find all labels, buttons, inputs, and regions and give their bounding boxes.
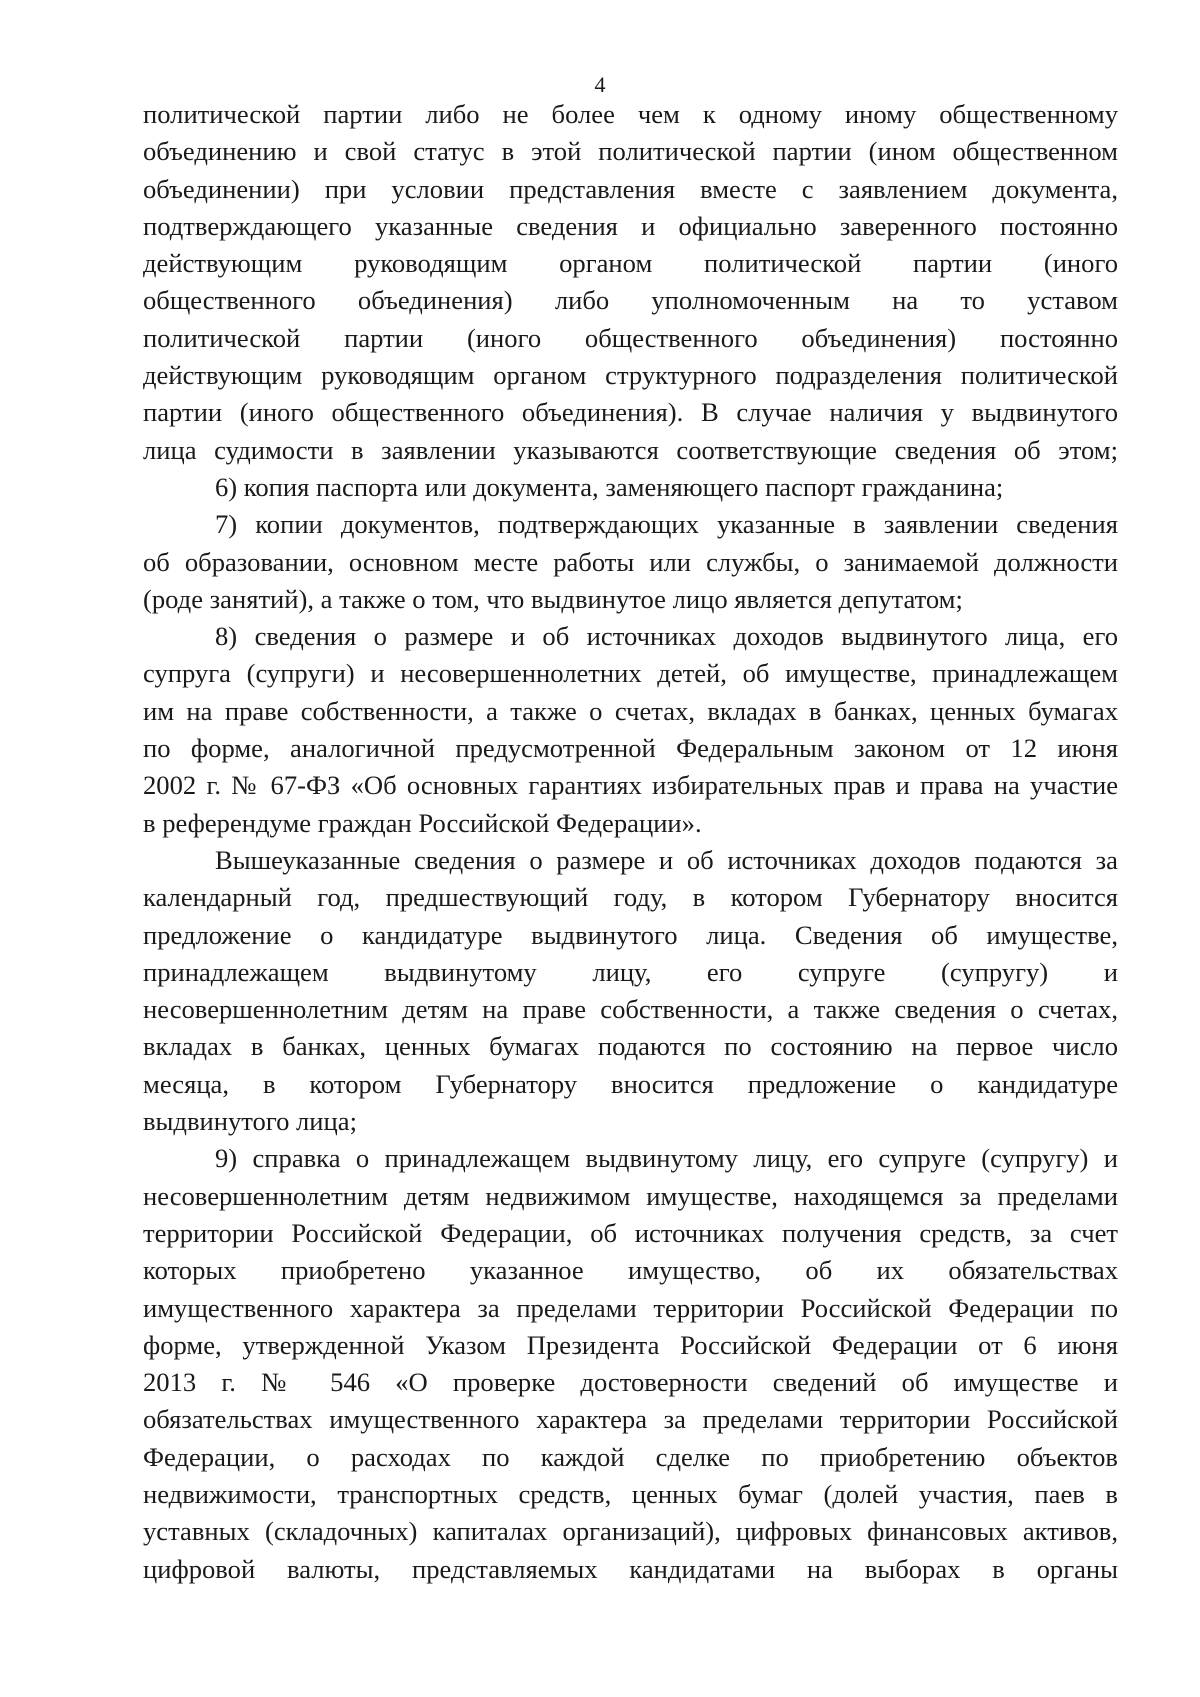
text-line: (роде занятий), а также о том, что выдвинутое лицо является депутатом; [143, 583, 963, 614]
text-line: цифровой валюты, представляемых кандидатами на выборах в органы [143, 1553, 1118, 1584]
text-line: обязательствах имущественного характера за пределами территории Российской [143, 1404, 1118, 1435]
text-line: выдвинутого лица; [143, 1106, 357, 1137]
text-line: по форме, аналогичной предусмотренной Федеральным законом от 12 июня [143, 733, 1118, 764]
text-line: которых приобретено указанное имущество, об их обязательствах [143, 1255, 1118, 1286]
text-line: подтверждающего указанные сведения и официально заверенного постоянно [143, 210, 1118, 241]
text-line: уставных (складочных) капиталах организаций), цифровых финансовых активов, [143, 1516, 1118, 1547]
text-line: 2013 г. № 546 «О проверке достоверности сведений об имуществе и [143, 1367, 1118, 1398]
text-line: действующим руководящим органом структурного подразделения политической [143, 360, 1118, 391]
text-line: объединении) при условии представления вместе с заявлением документа, [143, 173, 1118, 204]
text-line: партии (иного общественного объединения). В случае наличия у выдвинутого [143, 397, 1118, 428]
text-line: 2002 г. № 67-ФЗ «Об основных гарантиях избирательных прав и права на участие [143, 770, 1118, 801]
text-line: 8) сведения о размере и об источниках доходов выдвинутого лица, его [215, 621, 1118, 652]
text-line: им на праве собственности, а также о счетах, вкладах в банках, ценных бумагах [143, 695, 1118, 726]
text-line: форме, утвержденной Указом Президента Российской Федерации от 6 июня [143, 1329, 1118, 1360]
paragraph-item-7 [143, 506, 1118, 618]
page-number: 4 [594, 72, 606, 97]
paragraph-income-statement [143, 842, 1118, 1140]
text-line: общественного объединения) либо уполномоченным на то уставом [143, 285, 1118, 316]
text-line: об образовании, основном месте работы или службы, о занимаемой должности [143, 546, 1118, 577]
paragraph-item-8 [143, 618, 1118, 842]
paragraph-item-6 [143, 469, 1118, 506]
text-line: 9) справка о принадлежащем выдвинутому лицу, его супруге (супругу) и [215, 1143, 1118, 1174]
text-line: несовершеннолетним детям недвижимом имуществе, находящемся за пределами [143, 1180, 1118, 1211]
text-line: политической партии (иного общественного объединения) постоянно [143, 322, 1118, 353]
paragraph-item-9 [143, 1140, 1118, 1588]
text-line: имущественного характера за пределами территории Российской Федерации по [143, 1292, 1118, 1323]
text-line: действующим руководящим органом политической партии (иного [143, 248, 1118, 279]
text-line: несовершеннолетним детям на праве собственности, а также сведения о счетах, [143, 994, 1118, 1025]
text-line: Вышеуказанные сведения о размере и об источниках доходов подаются за [215, 844, 1118, 875]
document-body [143, 96, 1118, 1588]
text-line: недвижимости, транспортных средств, ценных бумаг (долей участия, паев в [143, 1478, 1118, 1509]
text-line: вкладах в банках, ценных бумагах подаются по состоянию на первое число [143, 1031, 1118, 1062]
text-line: предложение о кандидатуре выдвинутого лица. Сведения об имуществе, [143, 919, 1118, 950]
text-line: территории Российской Федерации, об источниках получения средств, за счет [143, 1217, 1118, 1248]
text-line: в референдуме граждан Российской Федерации». [143, 807, 702, 838]
text-line: принадлежащем выдвинутому лицу, его супруге (супругу) и [143, 956, 1118, 987]
text-line: политической партии либо не более чем к одному иному общественному [143, 99, 1118, 129]
text-line: лица судимости в заявлении указываются соответствующие сведения об этом; [143, 434, 1118, 465]
text-line: Федерации, о расходах по каждой сделке по приобретению объектов [143, 1441, 1118, 1472]
text-line: календарный год, предшествующий году, в котором Губернатору вносится [143, 882, 1118, 913]
text-line: 7) копии документов, подтверждающих указанные в заявлении сведения [215, 509, 1118, 540]
paragraph-continuation [143, 96, 1118, 469]
text-line: месяца, в котором Губернатору вносится предложение о кандидатуре [143, 1068, 1118, 1099]
text-line: 6) копия паспорта или документа, заменяющего паспорт гражданина; [215, 471, 1004, 502]
text-line: супруга (супруги) и несовершеннолетних детей, об имуществе, принадлежащем [143, 658, 1118, 689]
text-line: объединению и свой статус в этой политической партии (ином общественном [143, 136, 1118, 167]
